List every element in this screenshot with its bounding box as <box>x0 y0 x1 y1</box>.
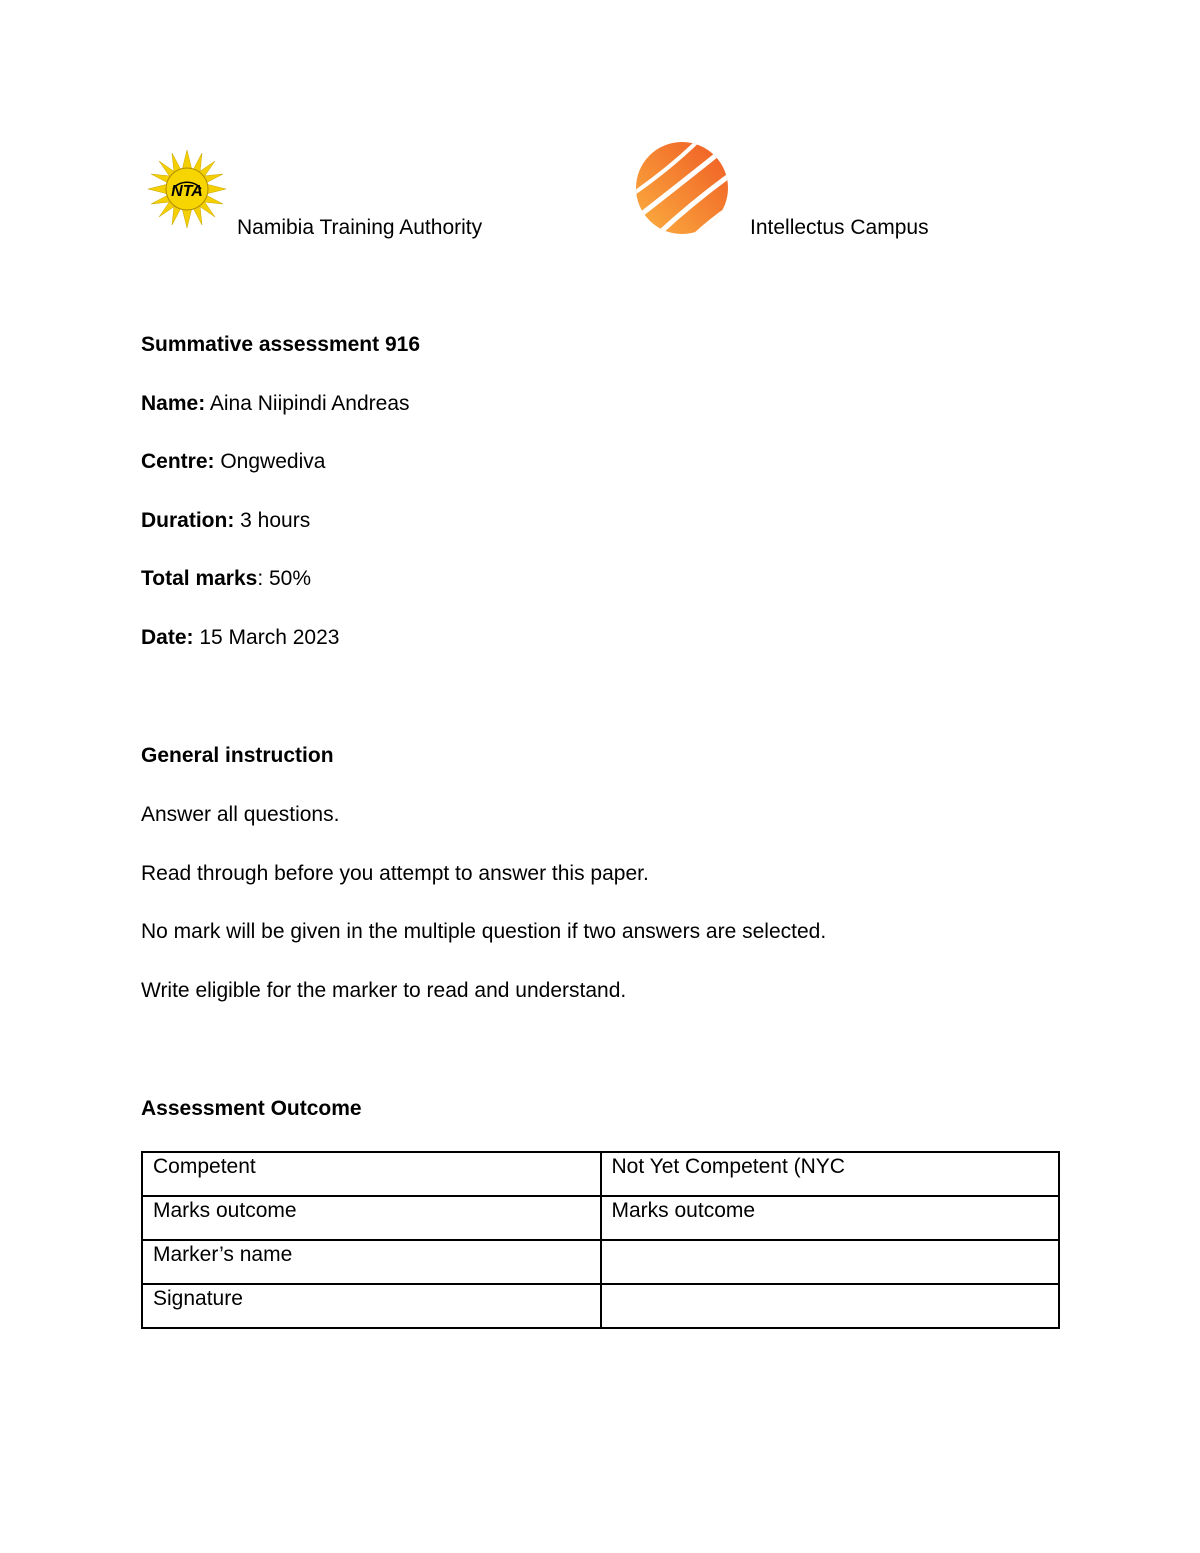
table-row <box>142 1284 1059 1328</box>
centre-label: Centre: <box>141 450 215 473</box>
date-value: 15 March 2023 <box>193 626 340 649</box>
assessment-title: Summative assessment 916 <box>141 333 420 356</box>
name-line <box>141 392 410 416</box>
instruction-item: Write eligible for the marker to read and understand. <box>141 979 627 1002</box>
table-cell: Marks outcome <box>142 1196 601 1240</box>
centre-value: Ongwediva <box>214 450 326 473</box>
table-cell: Signature <box>142 1284 601 1328</box>
outcome-table <box>141 1151 1060 1329</box>
instructions-heading: General instruction <box>141 744 334 767</box>
instruction-item: Read through before you attempt to answer this paper. <box>141 862 649 885</box>
nta-logo-lettering: NTA <box>171 183 203 200</box>
date-label: Date: <box>141 626 194 649</box>
total-marks-value: : 50% <box>257 567 312 590</box>
table-cell: Competent <box>142 1152 601 1196</box>
name-label: Name: <box>141 392 206 415</box>
duration-label: Duration: <box>141 509 235 532</box>
instruction-item: No mark will be given in the multiple question if two answers are selected. <box>141 920 827 943</box>
table-row <box>142 1240 1059 1284</box>
table-cell: Not Yet Competent (NYC <box>601 1152 1060 1196</box>
intellectus-logo <box>634 140 730 236</box>
outcome-heading: Assessment Outcome <box>141 1097 362 1120</box>
table-cell <box>601 1240 1060 1284</box>
duration-line <box>141 509 310 533</box>
table-cell <box>601 1284 1060 1328</box>
duration-value: 3 hours <box>234 509 311 532</box>
table-cell: Marker’s name <box>142 1240 601 1284</box>
total-marks-label: Total marks <box>141 567 258 590</box>
table-cell: Marks outcome <box>601 1196 1060 1240</box>
table-row <box>142 1196 1059 1240</box>
table-row <box>142 1152 1059 1196</box>
intellectus-org-name: Intellectus Campus <box>750 216 929 239</box>
name-value: Aina Niipindi Andreas <box>205 392 410 415</box>
date-line <box>141 626 339 650</box>
total-marks-line <box>141 567 311 591</box>
nta-logo <box>146 148 228 230</box>
centre-line <box>141 450 325 474</box>
instruction-item: Answer all questions. <box>141 803 340 826</box>
nta-org-name: Namibia Training Authority <box>237 216 483 239</box>
